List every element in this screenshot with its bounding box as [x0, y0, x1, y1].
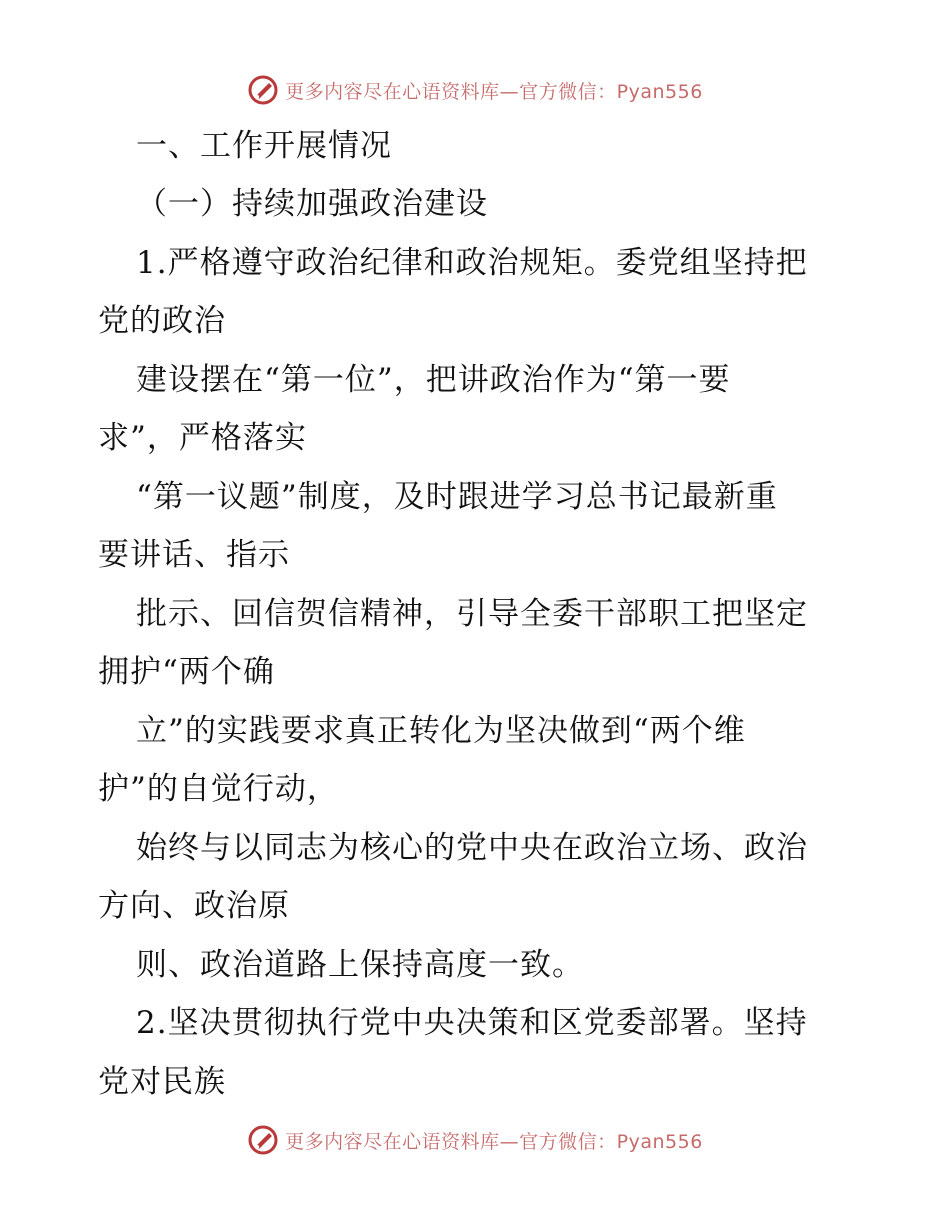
paragraph-line: 则、政治道路上保持高度一致。 [136, 947, 584, 983]
paragraph-line: 求”，严格落实 [98, 420, 307, 456]
paragraph-line: 批示、回信贺信精神，引导全委干部职工把坚定 [136, 596, 808, 632]
paragraph-line: 护”的自觉行动， [98, 771, 339, 807]
paragraph-line: 2.坚决贯彻执行党中央决策和区党委部署。坚持 [136, 1005, 808, 1041]
paragraph-line: 党对民族 [98, 1064, 226, 1100]
paragraph-line: “第一议题”制度，及时跟进学习总书记最新重 [136, 479, 778, 515]
paragraph-line: 建设摆在“第一位”，把讲政治作为“第一要 [136, 362, 731, 398]
watermark-header [0, 70, 950, 110]
paragraph-line: 拥护“两个确 [98, 654, 275, 690]
watermark-footer [0, 1120, 950, 1160]
watermark-text: 更多内容尽在心语资料库—官方微信：Pyan556 [285, 1130, 703, 1153]
paragraph-line: 方向、政治原 [98, 888, 290, 924]
section-heading: 一、工作开展情况 [136, 128, 392, 164]
paragraph-line: 始终与以同志为核心的党中央在政治立场、政治 [136, 830, 808, 866]
paragraph-line: 要讲话、指示 [98, 537, 290, 573]
paragraph-line: 立”的实践要求真正转化为坚决做到“两个维 [136, 713, 746, 749]
pen-logo-icon [247, 1124, 279, 1156]
subsection-heading: （一）持续加强政治建设 [136, 186, 488, 222]
pen-logo-icon [247, 74, 279, 106]
paragraph-line: 1.严格遵守政治纪律和政治规矩。委党组坚持把 [136, 245, 808, 281]
paragraph-line: 党的政治 [98, 303, 226, 339]
watermark-text: 更多内容尽在心语资料库—官方微信：Pyan556 [285, 80, 703, 103]
